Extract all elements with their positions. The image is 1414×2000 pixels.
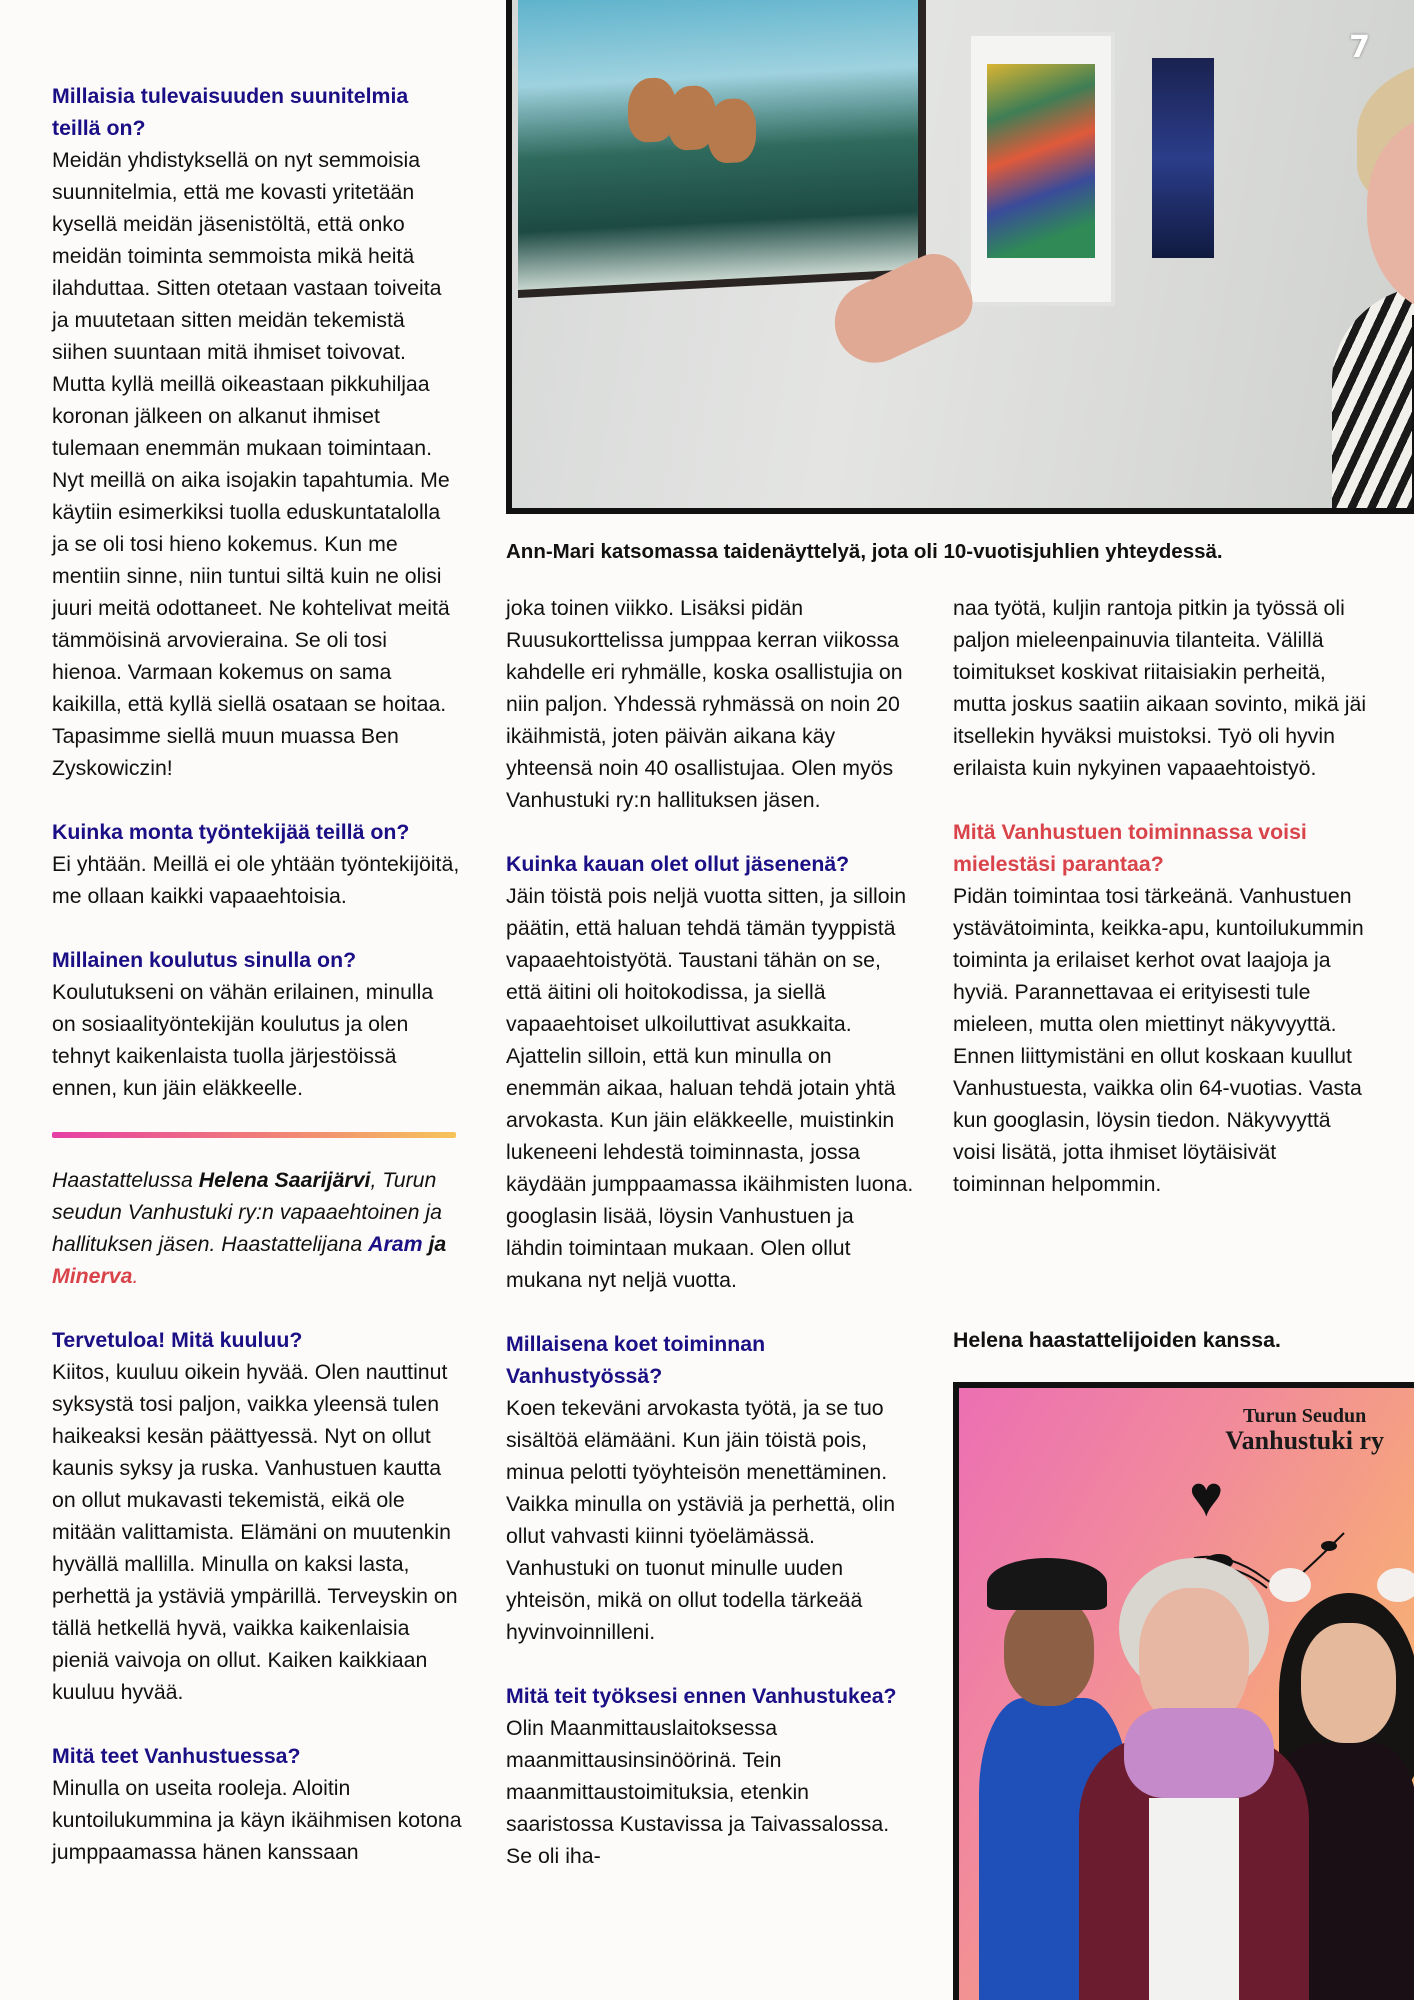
ann-mari-figure — [1332, 60, 1414, 514]
article-column-2 — [506, 592, 916, 1872]
exhibition-photo-caption: Ann-Mari katsomassa taidenäyttelyä, jota oli 10-vuotisjuhlien yhteydessä. — [506, 540, 1223, 563]
answer-experience: Koen tekeväni arvokasta työtä, ja se tuo sisältöä elämääni. Kun jäin töistä pois, minua pelotti työyhteisön menettäminen. Vaikka minulla on ystäviä ja perhettä, olin ollut vahvasti kiinni työelämässä. Vanhustuki on tuonut minulle uuden yhteisön, mikä on ollut todella tärkeää hyvinvoinnilleni. — [506, 1396, 896, 1644]
interview-intro: Haastattelussa Helena Saarijärvi, Turun seudun Vanhustuki ry:n vapaaehtoinen ja hallituksen jäsen. Haastattelijana Aram ja Minerva. — [52, 1168, 447, 1288]
answer-education: Koulutukseni on vähän erilainen, minulla on sosiaalityöntekijän koulutus ja olen tehnyt kaikenlaista tuolla järjestöissä ennen, kun jäin eläkkeelle. — [52, 980, 434, 1100]
answer-welcome: Kiitos, kuuluu oikein hyvää. Olen nauttinut syksystä tosi paljon, vaikka yleensä tulen haikeaksi kesän päättyessä. Nyt on ollut kaunis syksy ja ruska. Vanhustuen kautta on ollut mukavasti tekemistä, eikä ole mitään valittamista. Elämäni on muutenkin hyvällä mallilla. Minulla on kaksi lasta, perhettä ja ystäviä ympärillä. Terveyskin on tällä hetkellä hyvä, vaikka kaikenlaisia pieniä vaivoja on ollut. Kaiken kaikkiaan kuuluu hyvää. — [52, 1360, 458, 1704]
helena-figure — [1079, 1558, 1309, 2000]
answer-membership: Jäin töistä pois neljä vuotta sitten, ja silloin päätin, että haluan tehdä tämän tyyppistä vapaaehtoistyötä. Taustani tähän on se, että äitini oli hoitokodissa, ja siellä vapaaehtoiset ulkoiluttivat asukkaita. Ajattelin silloin, että kun minulla on enemmän aikaa, haluan tehdä jotain yhtä arvokasta. Kun jäin eläkkeelle, muistinkin lukeneeni lehdestä toiminnasta, jossa käydään jumppaamassa ikäihmisten luona. googlasin lisää, löysin Vanhustuen ja lähdin toimintaan mukaan. Olen ollut mukana nyt neljä vuotta. — [506, 884, 914, 1292]
gradient-divider — [52, 1132, 456, 1138]
question-future-plans: Millaisia tulevaisuuden suunitelmia teillä on? — [52, 84, 409, 140]
question-education: Millainen koulutus sinulla on? — [52, 948, 357, 972]
page-number: 7 — [1349, 30, 1370, 65]
question-role: Mitä teet Vanhustuessa? — [52, 1744, 301, 1768]
question-experience: Millaisena koet toiminnan Vanhustyössä? — [506, 1332, 766, 1388]
exhibition-photo — [506, 0, 1414, 514]
answer-role-continued: joka toinen viikko. Lisäksi pidän Ruusukorttelissa jumppaa kerran viikossa kahdelle eri ryhmälle, koska osallistujia on niin paljon. Yhdessä ryhmässä on noin 20 ikäihmistä, joten päivän aikana käy yhteensä noin 40 osallistujaa. Olen myös Vanhustuki ry:n hallituksen jäsen. — [506, 596, 903, 812]
dark-painting — [1152, 58, 1214, 258]
question-previous-work: Mitä teit työksesi ennen Vanhustukea? — [506, 1684, 897, 1708]
heart-icon: ♥ — [1189, 1464, 1224, 1529]
interviewee-name: Helena Saarijärvi — [198, 1168, 371, 1192]
answer-improvements: Pidän toimintaa tosi tärkeänä. Vanhustuen ystävätoiminta, keikka-apu, kuntoilukummin toiminta ja erilaiset kerhot ovat laajoja ja hyviä. Parannettavaa ei erityisesti tule mieleen, mutta olen miettinyt näkyvyyttä. Ennen liittymistäni en ollut koskaan kuullut Vanhustuesta, vaikka olin 64-vuotias. Vasta kun googlasin, löysin tiedon. Näkyvyyttä voisi lisätä, jotta ihmiset löytäisivät toiminnan helpommin. — [953, 884, 1364, 1196]
interviewer-minerva: Minerva — [52, 1264, 133, 1288]
article-column-1 — [52, 80, 462, 1868]
answer-previous-work: Olin Maanmittauslaitoksessa maanmittausinsinöörinä. Tein maanmittaustoimituksia, etenkin saaristossa Kustavissa ja Taivassalossa. Se oli iha- — [506, 1716, 890, 1868]
group-photo — [953, 1382, 1414, 2000]
question-membership: Kuinka kauan olet ollut jäsenenä? — [506, 852, 850, 876]
question-employees: Kuinka monta työntekijää teillä on? — [52, 820, 410, 844]
question-welcome: Tervetuloa! Mitä kuuluu? — [52, 1328, 303, 1352]
answer-previous-work-continued: naa työtä, kuljin rantoja pitkin ja työssä oli paljon mieleenpainuvia tilanteita. Välillä toimitukset koskivat riitaisiakin perheitä, mutta joskus saatiin aikaan sovinto, mikä jäi itsellekin hyväksi muistoksi. Työ oli hyvin erilaista kuin nykyinen vapaaehtoistyö. — [953, 596, 1367, 780]
interviewer-aram: Aram — [368, 1232, 423, 1256]
cow-figure — [708, 98, 756, 165]
answer-employees: Ei yhtään. Meillä ei ole yhtään työntekijöitä, me ollaan kaikki vapaaehtoisia. — [52, 852, 460, 908]
cow-painting — [518, 0, 926, 298]
abstract-painting — [967, 32, 1115, 306]
question-improvements: Mitä Vanhustuen toiminnassa voisi mielestäsi parantaa? — [953, 820, 1307, 876]
answer-role: Minulla on useita rooleja. Aloitin kuntoilukummina ja käyn ikäihmisen kotona jumppaamassa hänen kanssaan — [52, 1776, 462, 1864]
article-column-3 — [953, 592, 1373, 1200]
group-photo-caption: Helena haastattelijoiden kanssa. — [953, 1328, 1281, 1352]
answer-future-plans: Meidän yhdistyksellä on nyt semmoisia suunnitelmia, että me kovasti yritetään kysellä meidän jäsenistöltä, että onko meidän toiminta semmoista mikä heitä ilahduttaa. Sitten otetaan vastaan toiveita ja muutetaan sitten meidän tekemistä siihen suuntaan mitä ihmiset toivovat. Mutta kyllä meillä oikeastaan pikkuhiljaa koronan jälkeen on alkanut ihmiset tulemaan enemmän mukaan toimintaan. Nyt meillä on aika isojakin tapahtumia. Me käytiin esimerkiksi tuolla eduskuntatalolla ja se oli tosi hieno kokemus. Kun me mentiin sinne, niin tuntui siltä kuin ne olisi juuri meitä odottaneet. Ne kohtelivat meitä tämmöisinä arvovieraina. Se oli tosi hienoa. Varmaan kokemus on sama kaikilla, että kyllä siellä osataan se hoitaa. Tapasimme siellä muun muassa Ben Zyskowiczin! — [52, 148, 450, 780]
vanhustuki-logo-text: Turun Seudun Vanhustuki ry — [1225, 1405, 1384, 1455]
